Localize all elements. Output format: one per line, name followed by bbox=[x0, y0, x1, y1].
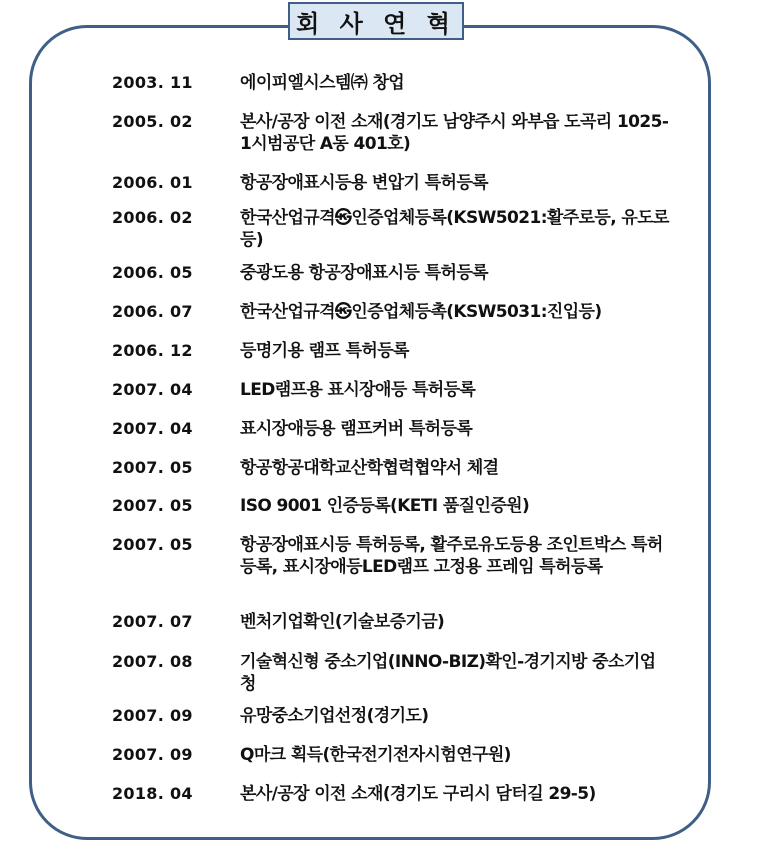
list-item bbox=[0, 418, 775, 439]
entry-date: 2018. 04 bbox=[112, 784, 193, 803]
entry-date: 2007. 04 bbox=[112, 419, 193, 438]
entry-date: 2007. 08 bbox=[112, 652, 193, 671]
entry-text: 한국산업규격㉿인증업체등록(KSW5021:활주로등, 유도로등) bbox=[240, 208, 669, 250]
list-item bbox=[0, 611, 775, 632]
list-item bbox=[0, 262, 775, 283]
page-title: 회 사 연 혁 bbox=[288, 2, 464, 40]
entry-date: 2006. 02 bbox=[112, 208, 193, 227]
entry-date: 2007. 09 bbox=[112, 745, 193, 764]
entry-text: 항공장애표시등 특허등록, 활주로유도등용 조인트박스 특허등록, 표시장애등LED램프 고정용 프레임 특허등록 bbox=[240, 535, 663, 577]
entry-date: 2007. 04 bbox=[112, 380, 193, 399]
entry-date: 2007. 07 bbox=[112, 612, 193, 631]
list-item bbox=[0, 783, 775, 804]
entry-date: 2006. 07 bbox=[112, 302, 193, 321]
entry-date: 2006. 12 bbox=[112, 341, 193, 360]
entry-text: 표시장애등용 램프커버 특허등록 bbox=[240, 419, 473, 439]
entry-text: 본사/공장 이전 소재(경기도 구리시 담터길 29-5) bbox=[240, 784, 596, 804]
entry-date: 2005. 02 bbox=[112, 112, 193, 131]
entry-date: 2003. 11 bbox=[112, 73, 193, 92]
entry-text: 본사/공장 이전 소재(경기도 남양주시 와부읍 도곡리 1025-1시범공단 A동 401호) bbox=[240, 112, 669, 154]
entry-date: 2007. 09 bbox=[112, 706, 193, 725]
entry-text: 한국산업규격㉿인증업체등촉(KSW5031:진입등) bbox=[240, 302, 602, 322]
entry-date: 2007. 05 bbox=[112, 535, 193, 554]
entry-text: Q마크 획득(한국전기전자시험연구원) bbox=[240, 745, 511, 765]
entry-text: 에이피엘시스템㈜ 창업 bbox=[240, 73, 405, 93]
list-item bbox=[0, 340, 775, 361]
entry-date: 2006. 05 bbox=[112, 263, 193, 282]
entry-text: ISO 9001 인증등록(KETI 품질인증원) bbox=[240, 496, 530, 516]
list-item bbox=[0, 651, 775, 694]
list-item bbox=[0, 379, 775, 400]
list-item bbox=[0, 172, 775, 193]
list-item bbox=[0, 457, 775, 478]
list-item bbox=[0, 495, 775, 516]
list-item bbox=[0, 301, 775, 322]
entry-text: 등명기용 램프 특허등록 bbox=[240, 341, 409, 361]
list-item bbox=[0, 705, 775, 726]
entry-date: 2006. 01 bbox=[112, 173, 193, 192]
entry-date: 2007. 05 bbox=[112, 496, 193, 515]
list-item bbox=[0, 534, 775, 577]
list-item bbox=[0, 72, 775, 93]
list-item bbox=[0, 744, 775, 765]
entry-text: 벤처기업확인(기술보증기금) bbox=[240, 612, 445, 632]
list-item bbox=[0, 207, 775, 250]
entry-text: 항공장애표시등용 변압기 특허등록 bbox=[240, 173, 488, 193]
entry-text: 기술혁신형 중소기업(INNO-BIZ)확인-경기지방 중소기업청 bbox=[240, 652, 656, 694]
entry-text: 중광도용 항공장애표시등 특허등록 bbox=[240, 263, 488, 283]
entry-text: 유망중소기업선정(경기도) bbox=[240, 706, 429, 726]
entry-text: LED램프용 표시장애등 특허등록 bbox=[240, 380, 476, 400]
entry-text: 항공항공대학교산학협력협약서 체결 bbox=[240, 458, 499, 478]
list-item bbox=[0, 111, 775, 154]
entry-date: 2007. 05 bbox=[112, 458, 193, 477]
